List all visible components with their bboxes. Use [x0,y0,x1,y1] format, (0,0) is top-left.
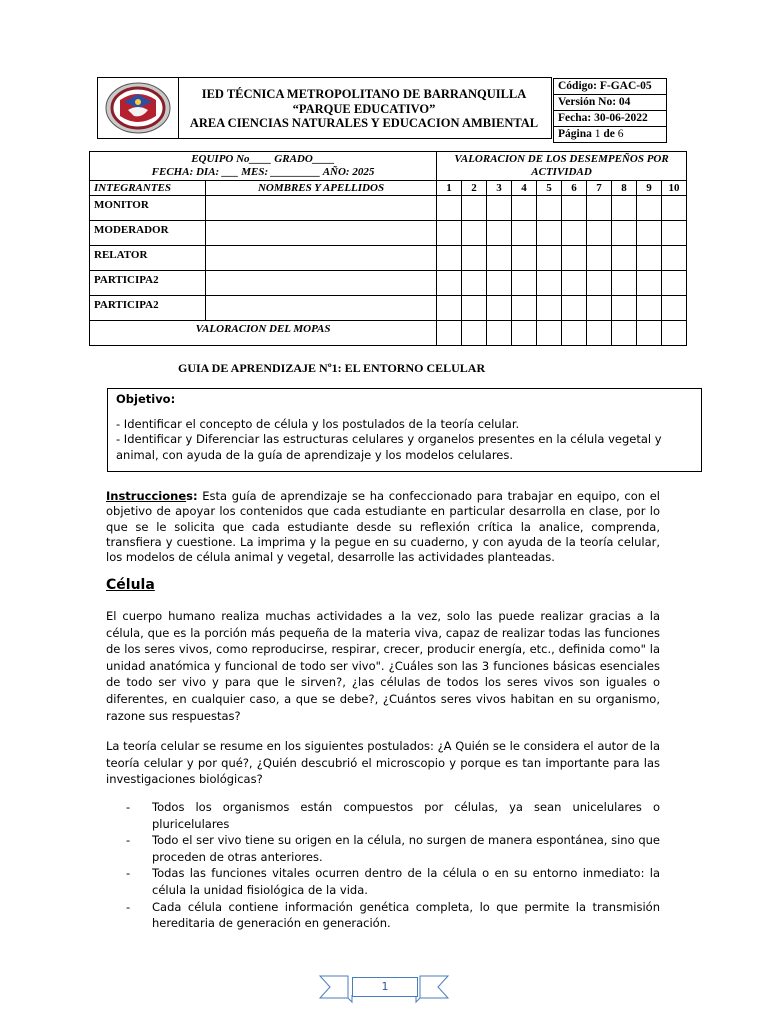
role-monitor: MONITOR [90,196,206,221]
page-label: Página [558,128,592,140]
dash-bullet-icon: - [126,833,131,848]
document-header [97,77,669,139]
activity-col-10: 10 [662,181,687,196]
objective-box [107,388,702,472]
table-header-row [90,152,687,181]
activity-col-5: 5 [537,181,562,196]
name-cell[interactable] [206,296,437,321]
page-of: de [603,128,615,140]
school-logo [98,78,178,138]
team-info-cell [90,152,437,181]
activity-col-8: 8 [612,181,637,196]
activity-col-7: 7 [587,181,612,196]
school-name: IED TÉCNICA METROPOLITANO DE BARRANQUILLA [201,87,527,101]
name-cell[interactable] [206,196,437,221]
team-table [89,151,687,346]
table-row [90,246,687,271]
list-item: - Cada célula contiene información genética completa, lo que permite la transmisión hereditaria de generación en generación. [126,899,660,931]
page-total: 6 [617,128,624,140]
paragraph-cell-functions: El cuerpo humano realiza muchas actividades a la vez, solo las puede realizar gracias a la célula, que es la porción más pequeña de la materia viva, capaz de realizar todas las funciones de los seres vivos, como reproducirse, respirar, crecer, producir energía, etc., definida como" la unidad anatómica y funcional de todo ser vivo". ¿Cuáles son las 3 funciones básicas esenciales de todo ser vivo y para que le sirven?, ¿las células de todos los seres vivos son iguales o diferentes, en cualquier caso, a que se debe?, ¿Cuántos seres vivos habitan en su organismo, razone sus respuestas? [106,609,660,723]
activity-col-4: 4 [512,181,537,196]
table-row [90,321,687,346]
document-control-box [553,79,667,143]
page-footer [318,968,450,1004]
table-row [90,221,687,246]
list-item: - Todas las funciones vitales ocurren dentro de la célula o en su entorno inmediato: la célula la unidad fisiológica de la vida. [126,866,660,897]
name-cell[interactable] [206,221,437,246]
role-participa-2: PARTICIPA2 [90,296,206,321]
col-nombres: NOMBRES Y APELLIDOS [206,181,437,196]
list-item: - Todos los organismos están compuestos por células, ya sean unicelulares o pluricelulares [126,800,660,831]
role-moderador: MODERADOR [90,221,206,246]
table-row [90,271,687,296]
team-line: EQUIPO No____ GRADO____ [191,153,335,165]
role-relator: RELATOR [90,246,206,271]
section-heading: Célula [106,577,155,593]
date-line: FECHA: DIA: ___ MES: _________ AÑO: 2025 [151,166,375,178]
list-item: - Todo el ser vivo tiene su origen en la célula, no surgen de manera espontánea, sino que proceden de otras anteriores. [126,833,660,864]
dash-bullet-icon: - [126,866,131,881]
paragraph-cell-theory: La teoría celular se resume en los siguientes postulados: ¿A Quién se le considera el autor de la teoría celular y por qué?, ¿Quién descubrió el microscopio y porque es tan importante para las investigaciones biológicas? [106,739,660,787]
name-cell[interactable] [206,271,437,296]
instructions-text: Esta guía de aprendizaje se ha confeccionado para trabajar en equipo, con el objetivo de apoyar los contenidos que cada estudiante en particular desarrolla en clase, por lo que se le solicita que cada estudiante desde su reflexión crítica la analice, comprenda, transfiera y cuestione. La imprima y la pegue en su cuaderno, y con ayuda de la teoría celular, los modelos de célula animal y vegetal, desarrolle las actividades planteadas. [106,489,660,565]
dash-bullet-icon: - [126,899,131,914]
name-cell[interactable] [206,246,437,271]
role-participa-1: PARTICIPA2 [90,271,206,296]
postulates-list [126,799,660,932]
activity-col-2: 2 [462,181,487,196]
instructions-lead-tail: s: [186,489,198,503]
activity-col-6: 6 [562,181,587,196]
activity-col-3: 3 [487,181,512,196]
table-row [90,296,687,321]
valoracion-mopas: VALORACION DEL MOPAS [90,321,437,346]
doc-code: Código: F-GAC-05 [553,78,667,95]
objective-item-1: - Identificar el concepto de célula y los postulados de la teoría celular. [116,416,520,431]
guide-title: GUIA DE APRENDIZAJE Nº1: EL ENTORNO CELULAR [178,361,486,375]
valoracion-title: VALORACION DE LOS DESEMPEÑOS POR ACTIVIDAD [437,152,687,181]
doc-date: Fecha: 30-06-2022 [553,110,667,127]
activity-col-1: 1 [437,181,462,196]
dash-bullet-icon: - [126,800,131,814]
col-integrantes: INTEGRANTES [90,181,206,196]
column-header-row [90,181,687,196]
instructions-paragraph [106,489,660,565]
objective-item-2: - Identificar y Diferenciar las estructuras celulares y organelos presentes en la célula vegetal y animal, con ayuda de la guía de aprendizaje y los modelos celulares. [116,432,662,462]
activity-col-9: 9 [637,181,662,196]
doc-version: Versión No: 04 [553,94,667,111]
area-name: AREA CIENCIAS NATURALES Y EDUCACION AMBIENTAL [189,116,539,130]
page-current: 1 [594,128,601,140]
school-subtitle: “PARQUE EDUCATIVO” [292,101,436,116]
doc-page [553,126,667,143]
objective-title: Objetivo: [116,392,176,406]
table-row [90,196,687,221]
school-title-cell [177,77,552,139]
instructions-lead: Instruccione [106,489,187,503]
page-number: 1 [352,977,418,997]
logo-cell [97,77,179,139]
